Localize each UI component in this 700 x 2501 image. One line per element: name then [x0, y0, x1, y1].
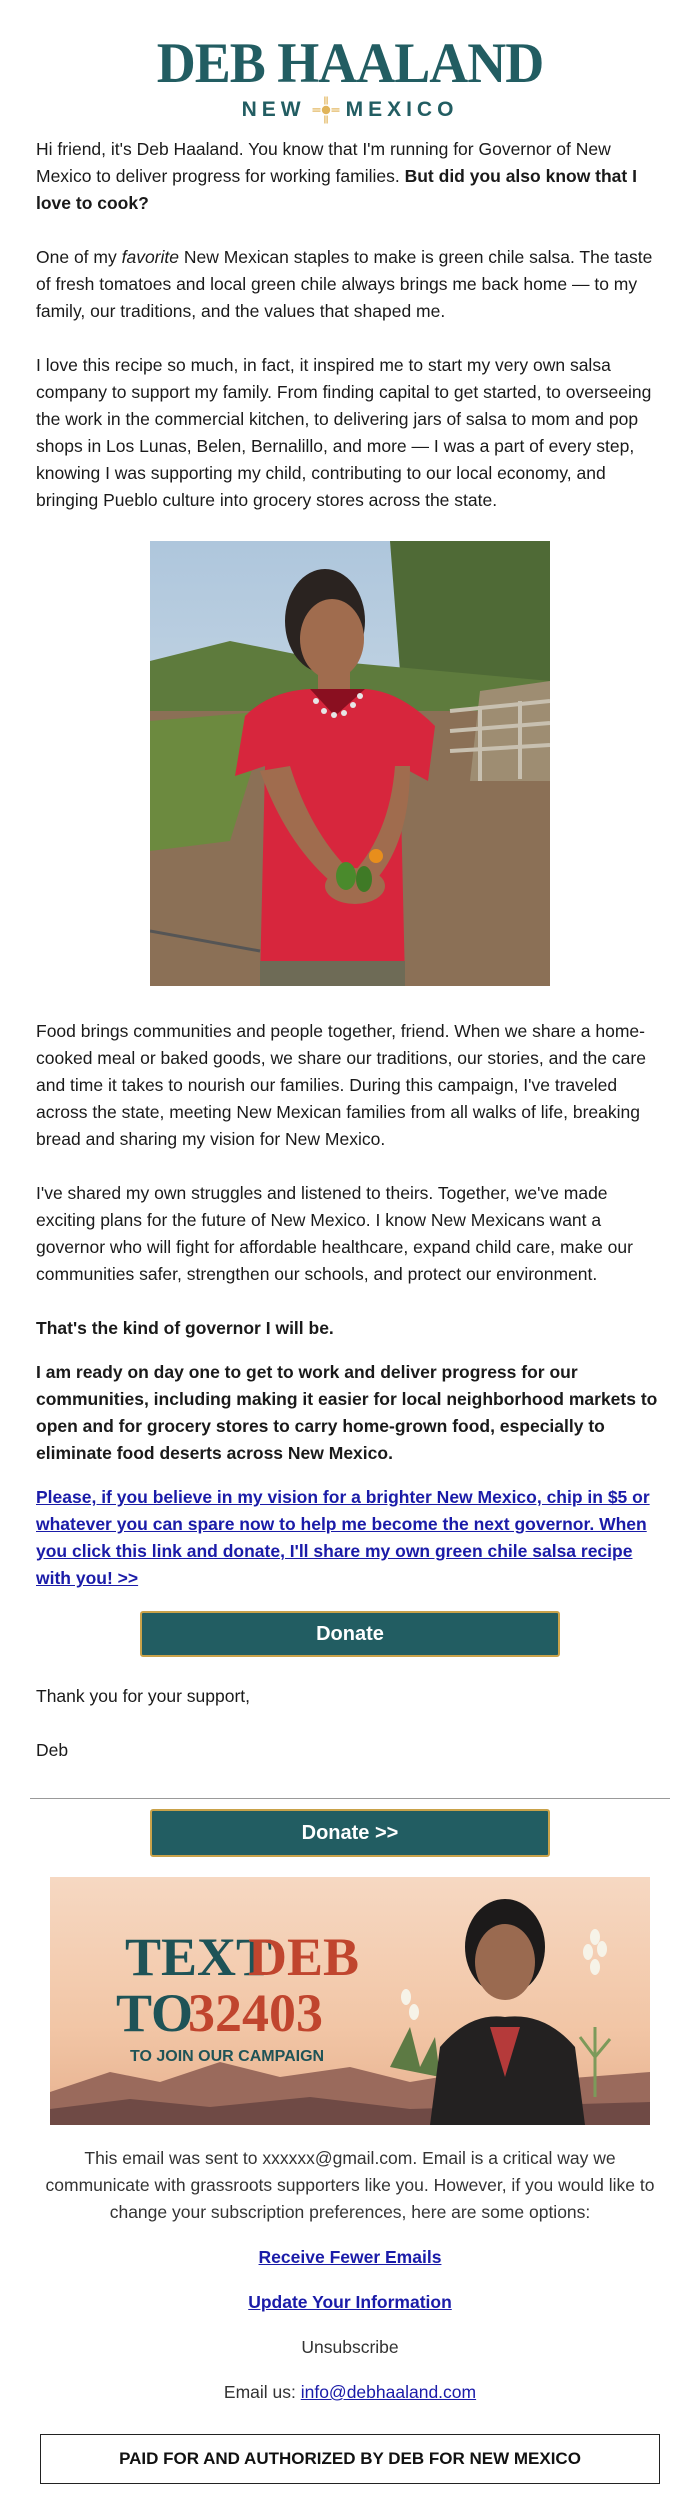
footer-notice: This email was sent to xxxxxx@gmail.com. Email is a critical way we communicate with grassroots supporters like you. However, if you would like to change your subscription preferences, here are some options: — [45, 2148, 655, 2222]
salsa-text-post: New Mexican staples to make is green chile salsa. The taste of fresh tomatoes and local green chile always brings me back home — to my family, our traditions, and the values that shaped me. — [36, 247, 653, 321]
receive-fewer-emails-link[interactable]: Receive Fewer Emails — [258, 2247, 442, 2267]
company-paragraph: I love this recipe so much, in fact, it inspired me to start my very own salsa company to support my family. From finding capital to get started, to overseeing the work in the commercial kitchen, to delivering jars of salsa to mom and pop shops in Los Lunas, Belen, Bernalillo, and more — I was a part of every step, knowing I was supporting my child, contributing to our local economy, and bringing Pueblo culture into grocery stores across the state. — [36, 355, 652, 510]
email-address-link[interactable]: info@debhaaland.com — [300, 2382, 477, 2402]
paid-for-disclaimer: PAID FOR AND AUTHORIZED BY DEB FOR NEW MEXICO — [40, 2434, 660, 2484]
logo-state — [0, 96, 700, 124]
day-one-text: I am ready on day one to get to work and deliver progress for our communities, including making it easier for local neighborhood markets to open and for grocery stores to carry home-grown food, especially to eliminate food deserts across New Mexico. — [36, 1362, 658, 1463]
unsubscribe-link[interactable]: Unsubscribe — [301, 2337, 399, 2357]
signoff: Deb — [36, 1740, 69, 1760]
intro-text: Hi friend, it's Deb Haaland. You know that I'm running for Governor of New Mexico to deliver progress for working families. — [36, 139, 611, 186]
email-footer — [0, 2145, 700, 2406]
salsa-text-pre: One of my — [36, 247, 122, 267]
day-one-paragraph — [36, 1359, 664, 1467]
banner-text-word: TEXT — [125, 1927, 273, 1987]
text-deb-banner[interactable] — [50, 1877, 650, 2125]
banner-deb-word: DEB — [248, 1927, 360, 1987]
logo-name: DEB HAALAND — [156, 31, 544, 95]
campaign-logo — [0, 0, 700, 136]
kind-of-governor — [36, 1315, 664, 1342]
fewer-emails-row — [40, 2244, 660, 2271]
email-us-row — [40, 2379, 660, 2406]
intro-bold: But did you also know that I love to cook? — [36, 166, 637, 213]
logo-state-right: MEXICO — [345, 98, 459, 121]
banner-to-word: TO — [116, 1983, 194, 2043]
thanks-text: Thank you for your support, — [36, 1686, 250, 1706]
kind-of-governor-text: That's the kind of governor I will be. — [36, 1318, 334, 1338]
cta-paragraph — [36, 1484, 664, 1592]
deb-cooking-photo — [150, 541, 550, 986]
photo-container — [36, 541, 664, 994]
donate-secondary-button[interactable]: Donate >> — [150, 1809, 550, 1857]
email-body — [0, 136, 700, 1764]
divider — [30, 1798, 670, 1799]
donate-cta-link[interactable]: Please, if you believe in my vision for a brighter New Mexico, chip in $5 or whatever you can spare now to help me become the next governor. When you click this link and donate, I'll share my own green chile salsa recipe with you! >> — [36, 1487, 650, 1588]
donate-button[interactable]: Donate — [140, 1611, 560, 1657]
logo-state-left: NEW — [241, 98, 306, 121]
salsa-italic: favorite — [121, 247, 179, 267]
intro-paragraph — [36, 136, 664, 217]
banner-shortcode: 32403 — [188, 1983, 323, 2043]
banner-join-text: TO JOIN OUR CAMPAIGN — [130, 2048, 325, 2065]
zia-sun-icon — [312, 96, 340, 124]
update-information-link[interactable]: Update Your Information — [248, 2292, 452, 2312]
email-us-label: Email us: — [223, 2382, 301, 2402]
community-paragraph: Food brings communities and people together, friend. When we share a home-cooked meal or baked goods, we share our traditions, our stories, and the care and time it takes to nourish our families. During this campaign, I've traveled across the state, meeting New Mexican families from all walks of life, breaking bread and sharing my vision for New Mexico. — [36, 1021, 646, 1149]
struggles-paragraph: I've shared my own struggles and listened to theirs. Together, we've made exciting plans for the future of New Mexico. I know New Mexicans want a governor who will fight for affordable healthcare, expand child care, make our communities safer, strengthen our schools, and protect our environment. — [36, 1183, 633, 1284]
update-info-row — [40, 2289, 660, 2316]
salsa-paragraph — [36, 244, 664, 325]
